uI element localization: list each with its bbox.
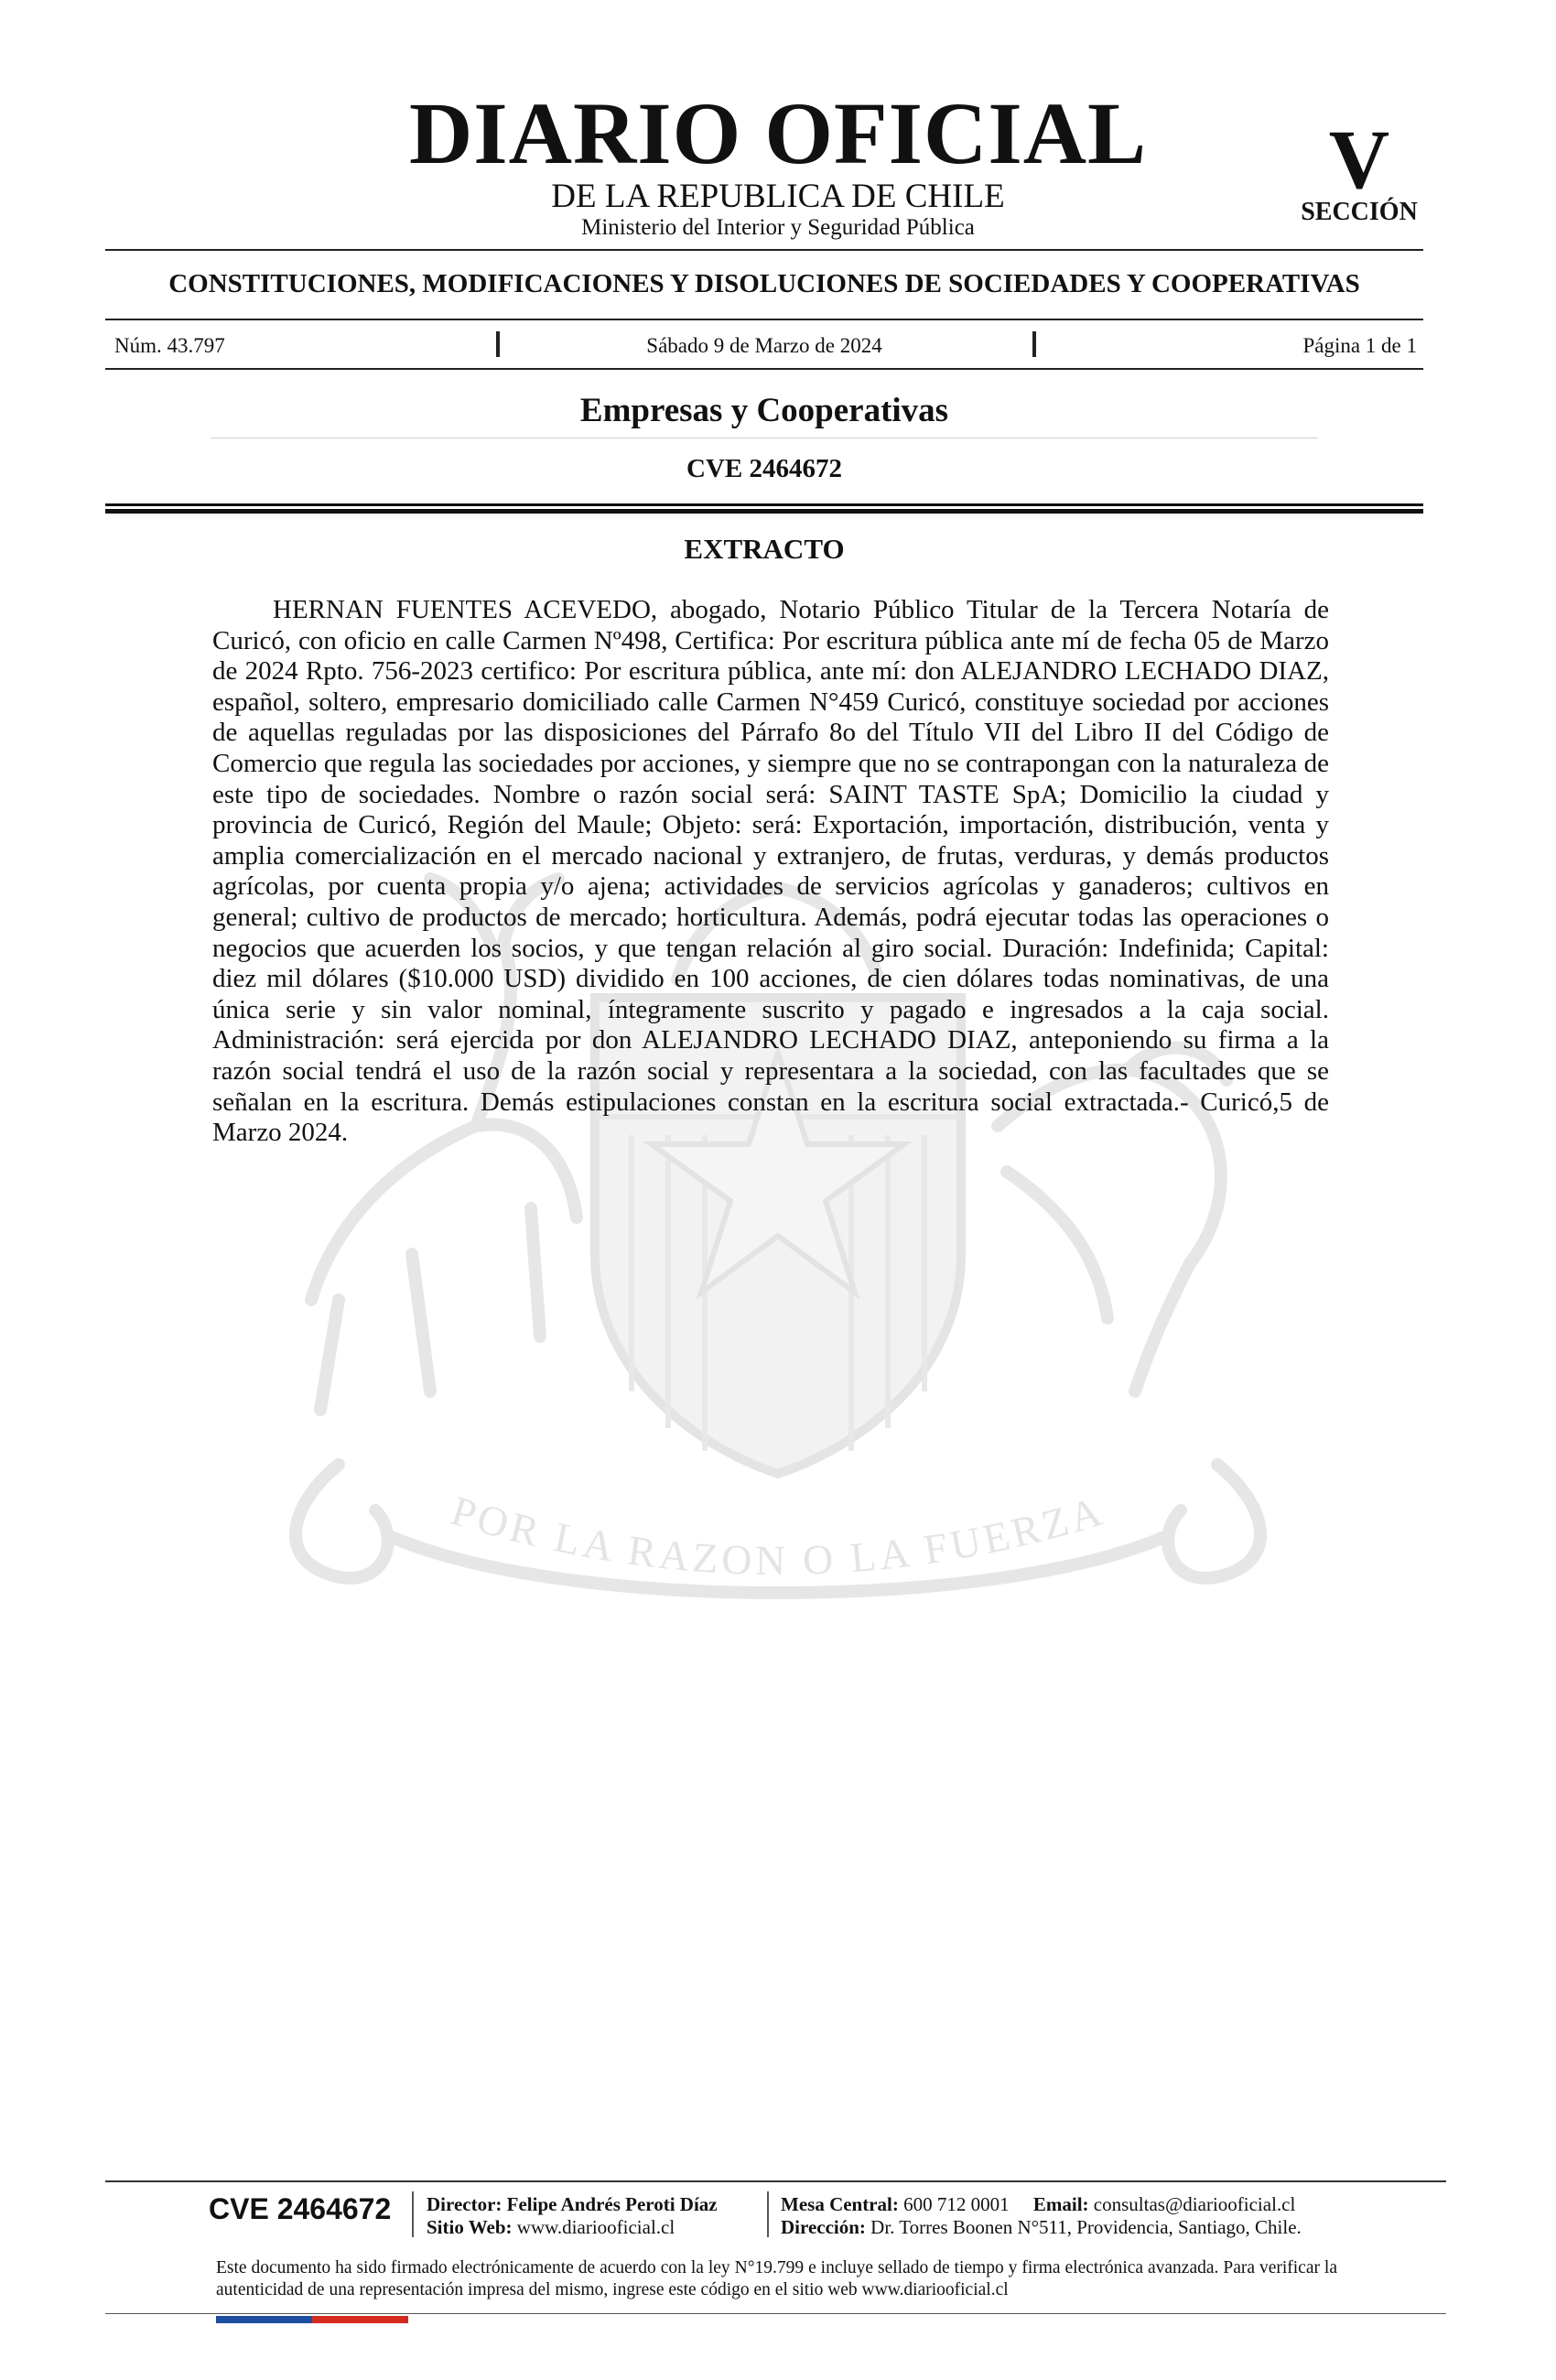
footer-cve-code: CVE 2464672 (209, 2192, 392, 2225)
footer-rule (105, 2180, 1446, 2182)
issue-date: Sábado 9 de Marzo de 2024 (646, 334, 882, 357)
watermark-motto: POR LA RAZON O LA FUERZA (446, 1487, 1110, 1585)
footer-address (781, 2218, 1302, 2237)
footer-legal-notice: Este documento ha sido firmado electrónicamente de acuerdo con la ley N°19.799 e incluye sellado de tiempo y firma electrónica avanzada. Para verificar la autenticidad de una representación impresa del mismo, ingrese este código en el sitio web www.diariooficial.cl (216, 2258, 1337, 2299)
extract-body: HERNAN FUENTES ACEVEDO, abogado, Notario Público Titular de la Tercera Notaría de Curicó, con oficio en calle Carmen Nº498, Certifica: Por escritura pública ante mí de fecha 05 de Marzo de 2024 Rpto. 756-2023 certifico: Por escritura pública, ante mí: don ALEJANDRO LECHADO DIAZ, español, soltero, empresario domiciliado calle Carmen N°459 Curicó, constituye sociedad por acciones de aquellas reguladas por las disposiciones del Párrafo 8o del Título VII del Libro II del Código de Comercio que regula las sociedades por acciones, y siempre que no se contrapongan con la naturaleza de este tipo de sociedades. Nombre o razón social será: SAINT TASTE SpA; Domicilio la ciudad y provincia de Curicó, Región del Maule; Objeto: será: Exportación, importación, distribución, venta y amplia comercialización en el mercado nacional y extranjero, de frutas, verduras, y demás productos agrícolas, por cuenta propia y/o ajena; actividades de servicios agrícolas y ganaderos; cultivos en general; cultivo de productos de mercado; horticultura. Además, podrá ejecutar todas las operaciones o negocios que acuerden los socios, y que tengan relación al giro social. Duración: Indefinida; Capital: diez mil dólares ($10.000 USD) dividido en 100 acciones, de cien dólares todas nominativas, de una única serie y sin valor nominal, íntegramente suscrito y pagado e ingresados a la caja social. Administración: será ejercida por don ALEJANDRO LECHADO DIAZ, anteponiendo su firma a la razón social tendrá el uso de la razón social y representara a la sociedad, con las facultades que se señalan en la escritura. Demás estipulaciones constan en la escritura social extractada.- Curicó,5 de Marzo 2024. (212, 595, 1329, 1148)
footer-contact (781, 2195, 1295, 2214)
header-rule-top (105, 249, 1423, 251)
email-label: Email: (1032, 2193, 1089, 2215)
header-rule-bottom (105, 368, 1423, 370)
flag-color-bar (216, 2316, 408, 2323)
flag-blue-segment (216, 2316, 312, 2323)
extract-title: EXTRACTO (684, 533, 845, 565)
address-label: Dirección: (781, 2216, 866, 2238)
page-count: Página 1 de 1 (1302, 334, 1417, 357)
email-link[interactable]: consultas@diariooficial.cl (1093, 2193, 1296, 2215)
footer-rule-bottom (105, 2313, 1446, 2314)
masthead-ministry: Ministerio del Interior y Seguridad Pública (581, 215, 975, 240)
section-label: SECCIÓN (1301, 198, 1418, 226)
issue-number: Núm. 43.797 (114, 334, 225, 357)
flag-red-segment (312, 2316, 408, 2323)
section-heading: CONSTITUCIONES, MODIFICACIONES Y DISOLUCIONES DE SOCIEDADES Y COOPERATIVAS (168, 269, 1360, 298)
website-link[interactable]: www.diariooficial.cl (516, 2216, 675, 2238)
double-divider (105, 503, 1423, 514)
footer-separator (412, 2191, 414, 2237)
mesa-central-label: Mesa Central: (781, 2193, 899, 2215)
director-label: Director: (427, 2193, 502, 2215)
header-rule-middle (105, 319, 1423, 320)
category-title: Empresas y Cooperativas (579, 392, 949, 429)
masthead-title: DIARIO OFICIAL (408, 84, 1148, 182)
masthead-subtitle: DE LA REPUBLICA DE CHILE (551, 178, 1005, 215)
director-name: Felipe Andrés Peroti Díaz (506, 2193, 718, 2215)
cve-code: CVE 2464672 (686, 454, 842, 483)
website-label: Sitio Web: (427, 2216, 513, 2238)
address-value: Dr. Torres Boonen N°511, Providencia, Santiago, Chile. (870, 2216, 1302, 2238)
mesa-central-phone: 600 712 0001 (903, 2193, 1010, 2215)
footer-website (427, 2218, 675, 2237)
footer-director (427, 2195, 718, 2214)
footer-separator (767, 2191, 769, 2237)
issue-separator (1032, 331, 1036, 357)
section-numeral: V (1328, 113, 1390, 206)
